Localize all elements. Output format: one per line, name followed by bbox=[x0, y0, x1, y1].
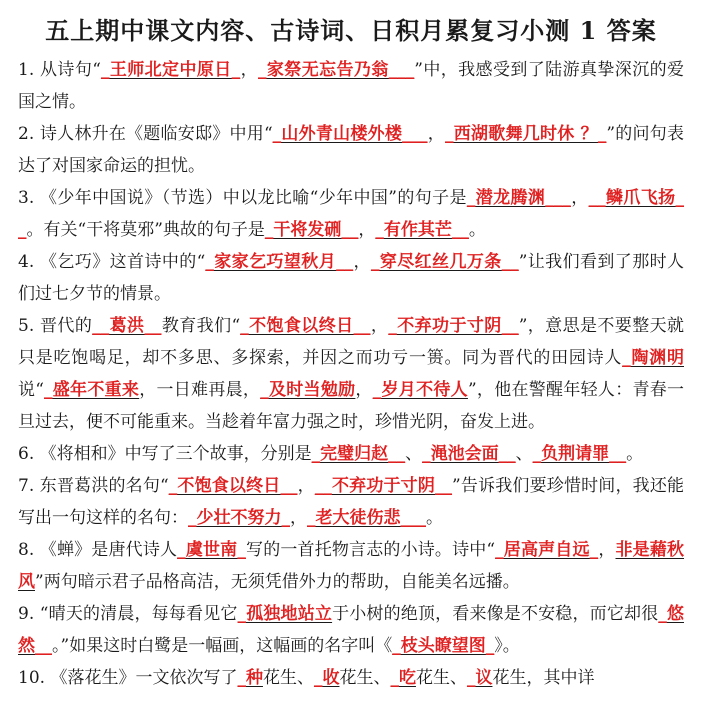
question-text: ”的问句表达了对国家命运的担忧。 bbox=[18, 124, 685, 176]
question-10 bbox=[18, 662, 684, 694]
question-text: ”两句暗示君子品格高洁，无须凭借外力的帮助，自能美名远播。 bbox=[35, 572, 520, 592]
answer-text: _穿尽红丝几万条__ bbox=[370, 252, 519, 272]
answer-text: _盛年不重来 bbox=[43, 380, 140, 400]
question-text: ， bbox=[297, 476, 315, 496]
answer-text: __鳞爪飞扬__ bbox=[18, 188, 685, 240]
answer-text: _种 bbox=[237, 668, 263, 688]
answer-text: __葛洪__ bbox=[92, 316, 162, 336]
question-text: ”中，我感受到了陆游真挚深沉的爱国之情。 bbox=[18, 60, 685, 112]
question-text: ， bbox=[290, 508, 307, 528]
answer-text: _孤独地站立 bbox=[237, 604, 333, 624]
answer-text: _不弃功于寸阴__ bbox=[388, 316, 519, 336]
question-text: 。 bbox=[426, 508, 443, 528]
answer-text: _及时当勉励 bbox=[260, 380, 356, 400]
question-text: 5. 晋代的 bbox=[18, 316, 93, 336]
answer-text: _家家乞巧望秋月__ bbox=[205, 252, 354, 272]
answer-text: _悠然__ bbox=[18, 604, 684, 656]
question-text: ”让我们看到了那时人们过七夕节的情景。 bbox=[18, 252, 685, 304]
answer-text: _岁月不待人 bbox=[372, 380, 468, 400]
answer-text: _陶渊明 bbox=[622, 348, 684, 368]
answer-text: _枝头瞭望图_ bbox=[392, 636, 495, 656]
question-text: 、 bbox=[405, 444, 423, 464]
question-text: 。有关“干将莫邪”典故的句子是 bbox=[26, 220, 265, 240]
question-text: ， bbox=[427, 124, 446, 144]
answer-text: _虞世南_ bbox=[177, 540, 246, 560]
question-text: ， bbox=[353, 252, 371, 272]
answer-text: _有作其芒__ bbox=[375, 220, 469, 240]
question-text: ， bbox=[358, 220, 376, 240]
page-title: 五上期中课文内容、古诗词、日积月累复习小测 1 答案 bbox=[45, 16, 657, 45]
answer-text: _山外青山楼外楼___ bbox=[272, 124, 428, 144]
question-text: ， bbox=[570, 188, 589, 208]
question-text: 7. 东晋葛洪的名句“ bbox=[18, 476, 169, 496]
answer-text: _家祭无忘告乃翁___ bbox=[258, 60, 415, 80]
question-text: 说“ bbox=[18, 380, 44, 400]
question-9 bbox=[18, 598, 684, 662]
answer-text: _议 bbox=[466, 668, 493, 688]
answer-text: _不饱食以终日__ bbox=[240, 316, 371, 336]
question-text: ， bbox=[240, 60, 258, 80]
answer-text: _王师北定中原日_ bbox=[100, 60, 241, 80]
answer-text: _潜龙腾渊___ bbox=[466, 188, 571, 208]
question-text: 8. 《蝉》是唐代诗人 bbox=[18, 540, 178, 560]
question-5 bbox=[18, 310, 684, 438]
question-text: 1. 从诗句“ bbox=[18, 60, 101, 80]
answer-text: _居高声自远_ bbox=[495, 540, 599, 560]
question-text: ， bbox=[355, 380, 373, 400]
question-text: 教育我们“ bbox=[161, 316, 241, 336]
answer-text: _干将发硎__ bbox=[264, 220, 359, 240]
answer-text: __不弃功于寸阴__ bbox=[314, 476, 453, 496]
answer-text: _渑池会面__ bbox=[422, 444, 516, 464]
question-list bbox=[0, 54, 702, 694]
question-text: 花生、 bbox=[262, 668, 314, 688]
answer-text: _吃 bbox=[390, 668, 416, 688]
question-4 bbox=[18, 246, 684, 310]
answer-text: 非是藉秋风 bbox=[18, 540, 685, 592]
answer-text: _完璧归赵__ bbox=[311, 444, 406, 464]
answer-text: _老大徒伤悲___ bbox=[307, 508, 426, 528]
question-text: ”，意思是不要整天就只是吃饱喝足，却不多思、多探索，并因之而功亏一篑。同为晋代的田园诗人 bbox=[18, 316, 685, 368]
question-text: 》。 bbox=[494, 636, 520, 656]
question-text: ， bbox=[370, 316, 389, 336]
question-text: 。 bbox=[626, 444, 644, 464]
question-text: 写的一首托物言志的小诗。诗中“ bbox=[245, 540, 496, 560]
question-text: 、 bbox=[515, 444, 533, 464]
question-1 bbox=[18, 54, 684, 118]
question-text: 6. 《将相和》中写了三个故事，分别是 bbox=[18, 444, 312, 464]
question-text: 9. “晴天的清晨，每每看见它 bbox=[18, 604, 238, 624]
question-text: 10. 《落花生》一文依次写了 bbox=[18, 668, 238, 688]
answer-text: _西湖歌舞几时休 ？_ bbox=[445, 124, 607, 144]
answer-text: _负荆请罪__ bbox=[532, 444, 627, 464]
question-text: 于小树的绝顶，看来像是不安稳，而它却很 bbox=[332, 604, 659, 624]
question-text: 2. 诗人林升在《题临安邸》中用“ bbox=[18, 124, 273, 144]
question-text: 花生、 bbox=[339, 668, 391, 688]
question-8 bbox=[18, 534, 684, 598]
question-text: ”告诉我们要珍惜时间，我还能写出一句这样的名句： bbox=[18, 476, 685, 528]
question-text: ， bbox=[598, 540, 616, 560]
question-7 bbox=[18, 470, 684, 534]
question-text: 。 bbox=[468, 220, 486, 240]
question-text: 3. 《少年中国说》（节选）中以龙比喻“少年中国”的句子是 bbox=[18, 188, 467, 208]
answer-text: _少壮不努力_ bbox=[188, 508, 290, 528]
question-text: 花生、 bbox=[415, 668, 467, 688]
question-3 bbox=[18, 182, 684, 246]
question-text: 4. 《乞巧》这首诗中的“ bbox=[18, 252, 206, 272]
question-text: ”，他在警醒年轻人：青春一旦过去，便不可能重来。当趁着年富力强之时，珍惜光阴，奋发上进。 bbox=[18, 380, 685, 432]
question-text: 。”如果这时白鹭是一幅画，这幅画的名字叫《 bbox=[52, 636, 393, 656]
answer-text: _收 bbox=[313, 668, 340, 688]
answer-text: _不饱食以终日__ bbox=[168, 476, 298, 496]
question-2 bbox=[18, 118, 684, 182]
question-6 bbox=[18, 438, 684, 470]
question-text: 花生，其中详 bbox=[492, 668, 595, 688]
question-text: ，一日难再晨， bbox=[139, 380, 261, 400]
